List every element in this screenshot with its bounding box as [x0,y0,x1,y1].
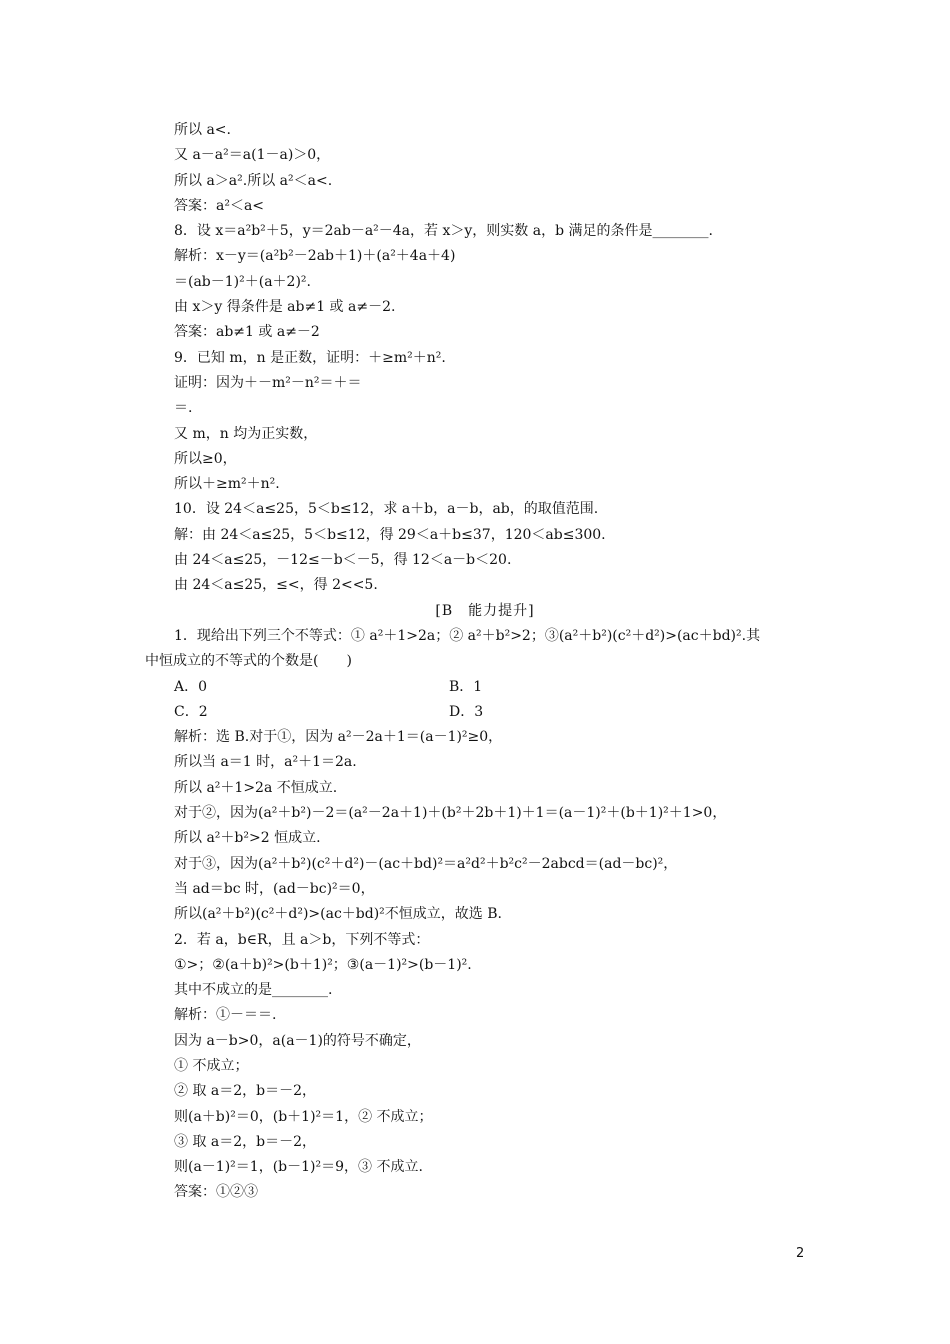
text-line: 由 24＜a≤25，≤<，得 2<<5. [174,577,378,594]
text-line: 因为 a－b>0，a(a－1)的符号不确定， [174,1032,421,1049]
text-line: 所以 a²＋b²>2 恒成立. [174,830,321,847]
text-line: 对于②，因为(a²＋b²)－2＝(a²－2a＋1)＋(b²＋2b＋1)＋1＝(a－1)²＋(b＋1)²＋1>0， [174,805,727,822]
text-line: 9．已知 m，n 是正数，证明：＋≥m²＋n². [174,349,446,366]
text-line: ③ 取 a＝2，b＝－2， [174,1133,317,1150]
text-line: 当 ad＝bc 时，(ad－bc)²＝0， [174,880,375,897]
options-row [145,700,825,725]
question-line: 1．现给出下列三个不等式：① a²＋1>2a；② a²＋b²>2；③(a²＋b²)(c²＋d²)>(ac＋bd)².其 [174,627,761,644]
option-c: C．2 [174,703,208,720]
question-line: 中恒成立的不等式的个数是( ) [145,653,352,670]
text-line: 对于③，因为(a²＋b²)(c²＋d²)－(ac＋bd)²＝a²d²＋b²c²－2abcd＝(ad－bc)²， [174,855,678,872]
option-d: D．3 [449,703,484,720]
text-line: ①>；②(a＋b)²>(b＋1)²；③(a－1)²>(b－1)². [174,956,472,973]
text-line: 答案：ab≠1 或 a≠－2 [174,324,320,341]
text-line: 所以＋≥m²＋n². [174,476,280,493]
text-line: 又 a－a²＝a(1－a)＞0， [174,147,331,164]
text-line: 10．设 24＜a≤25，5＜b≤12，求 a＋b，a－b，ab，的取值范围. [174,501,599,518]
text-line: 则(a＋b)²＝0，(b＋1)²＝1，② 不成立； [174,1108,433,1125]
text-line: 由 24＜a≤25，－12≤－b＜－5，得 12＜a－b＜20. [174,552,512,569]
section-title: [B 能力提升] [435,602,535,619]
option-a: A．0 [174,678,208,695]
text-line: 所以 a²＋1>2a 不恒成立. [174,779,338,796]
text-line: 解析：选 B.对于①，因为 a²－2a＋1＝(a－1)²≥0， [174,729,503,746]
text-line: 答案：a²＜a< [174,197,265,214]
text-line: 由 x＞y 得条件是 ab≠1 或 a≠－2. [174,299,396,316]
page-number: 2 [796,1246,805,1261]
text-line: 则(a－1)²＝1，(b－1)²＝9，③ 不成立. [174,1159,423,1176]
text-line: 2．若 a，b∈R，且 a＞b，下列不等式： [174,931,430,948]
text-line: 又 m，n 均为正实数， [174,425,318,442]
text-line: 解析：①－＝＝. [174,1007,277,1024]
text-line: 证明：因为＋－m²－n²＝＋＝ [174,374,362,391]
text-line: 解：由 24＜a≤25，5＜b≤12，得 29＜a＋b≤37，120＜ab≤300. [174,526,606,543]
text-line: ② 取 a＝2，b＝－2， [174,1083,317,1100]
text-line: ＝. [174,400,193,417]
text-line: 所以 a＞a².所以 a²＜a<. [174,172,333,189]
text-line: 其中不成立的是________. [174,982,333,999]
text-line: 所以(a²＋b²)(c²＋d²)>(ac＋bd)²不恒成立，故选 B. [174,906,502,923]
text-line: 解析：x－y＝(a²b²－2ab＋1)＋(a²＋4a＋4) [174,248,456,265]
document-body [145,118,825,1206]
text-line: ＝(ab－1)²＋(a＋2)². [174,273,311,290]
text-line: 所以≥0， [174,450,237,467]
options-row [145,675,825,700]
text-line: 8．设 x＝a²b²＋5，y＝2ab－a²－4a，若 x＞y，则实数 a，b 满足的条件是________. [174,223,713,240]
text-line: ① 不成立； [174,1057,249,1074]
text-line: 答案：①②③ [174,1184,258,1201]
text-line: 所以 a<. [174,122,231,138]
text-line: 所以当 a＝1 时，a²＋1＝2a. [174,754,357,771]
option-b: B．1 [449,678,483,695]
